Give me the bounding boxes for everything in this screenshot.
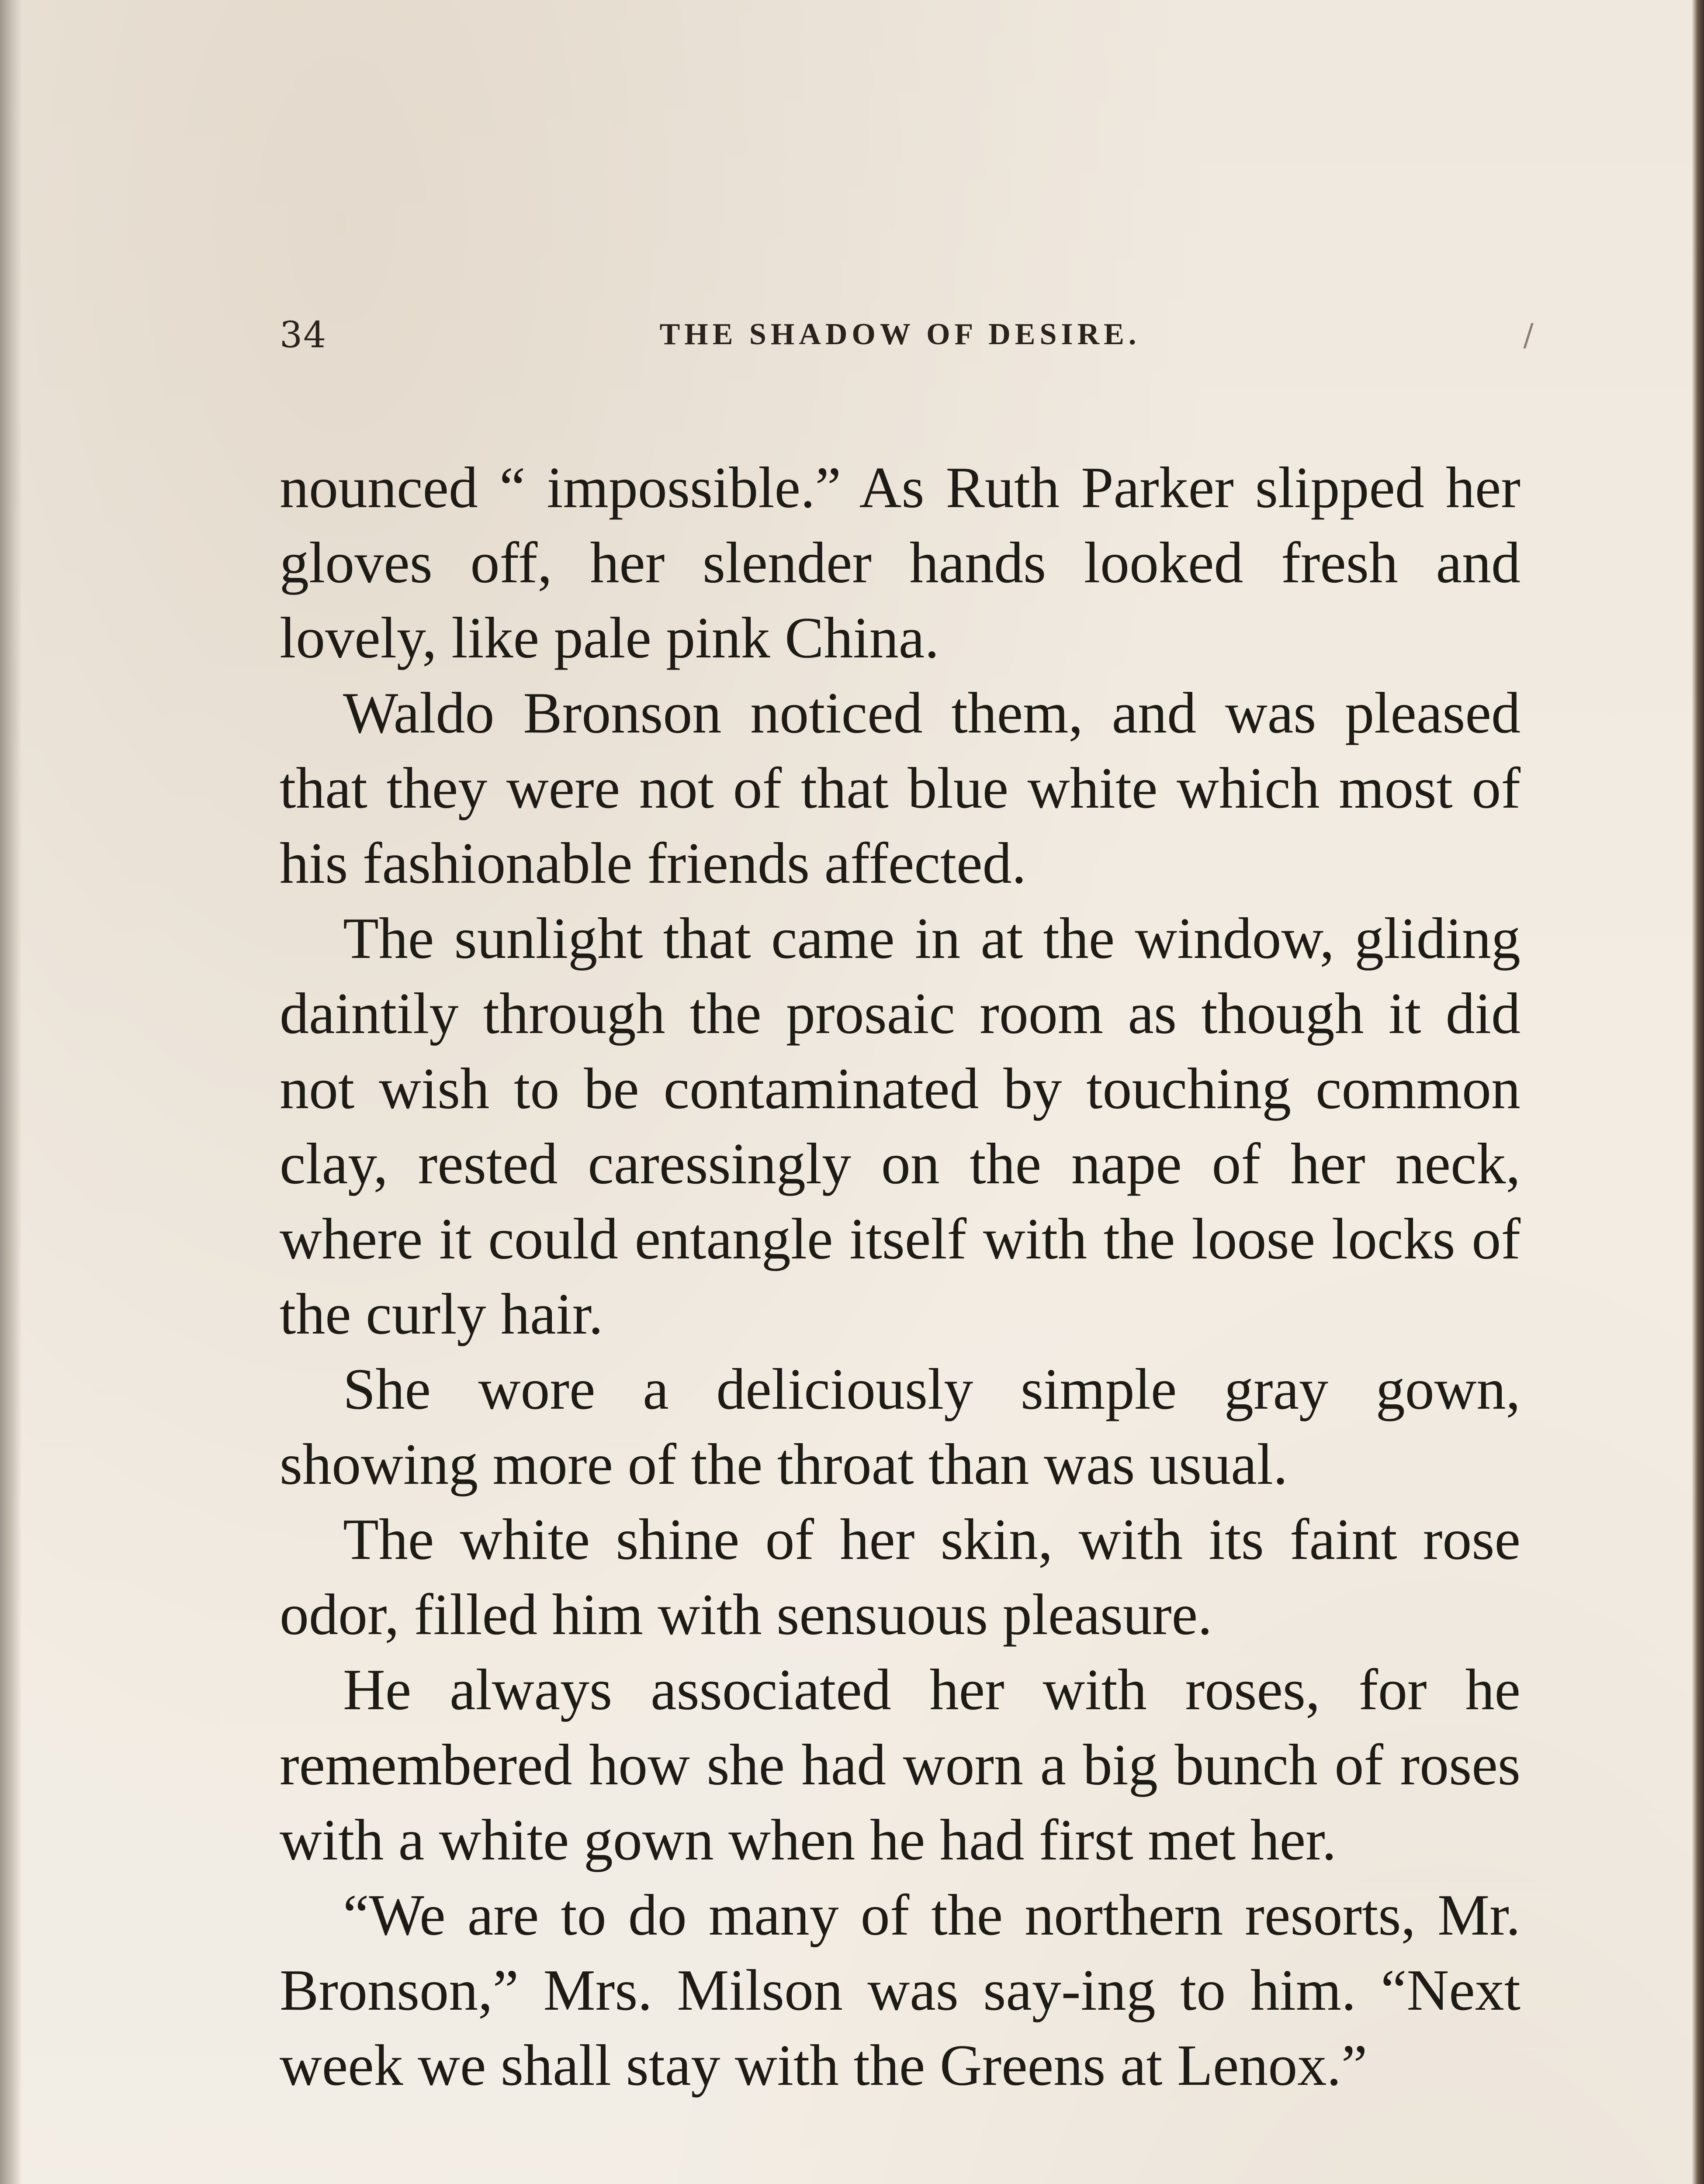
body-text <box>280 450 1520 2103</box>
stray-mark: / <box>1523 317 1534 353</box>
paragraph-6: He always associated her with roses, for he remembered how she had worn a big bunch of roses with a white gown when he had first met her. <box>280 1657 1520 1872</box>
running-head <box>280 314 1534 367</box>
running-title: THE SHADOW OF DESIRE. <box>659 318 1141 351</box>
page-number: 34 <box>280 314 327 356</box>
paragraph-4: She wore a deliciously simple gray gown, showing more of the throat than was usual. <box>280 1357 1520 1496</box>
paragraph-7: “We are to do many of the northern resorts, Mr. Bronson,” Mrs. Milson was say-ing to him. “Next week we shall stay with the Greens at Lenox.” <box>280 1883 1520 2098</box>
page-left-edge <box>0 0 22 2184</box>
paragraph-3: The sunlight that came in at the window, gliding daintily through the prosaic room as though it did not wish to be contaminated by touching common clay, rested caressingly on the nape of her neck, where it could entangle itself with the loose locks of the curly hair. <box>280 906 1520 1346</box>
paragraph-2: Waldo Bronson noticed them, and was pleased that they were not of that blue white which most of his fashionable friends affected. <box>280 681 1520 895</box>
page-right-edge <box>1692 0 1704 2184</box>
paragraph-1: nounced “ impossible.” As Ruth Parker slipped her gloves off, her slender hands looked fresh and lovely, like pale pink China. <box>280 455 1520 670</box>
paragraph-5: The white shine of her skin, with its faint rose odor, filled him with sensuous pleasure. <box>280 1507 1520 1647</box>
